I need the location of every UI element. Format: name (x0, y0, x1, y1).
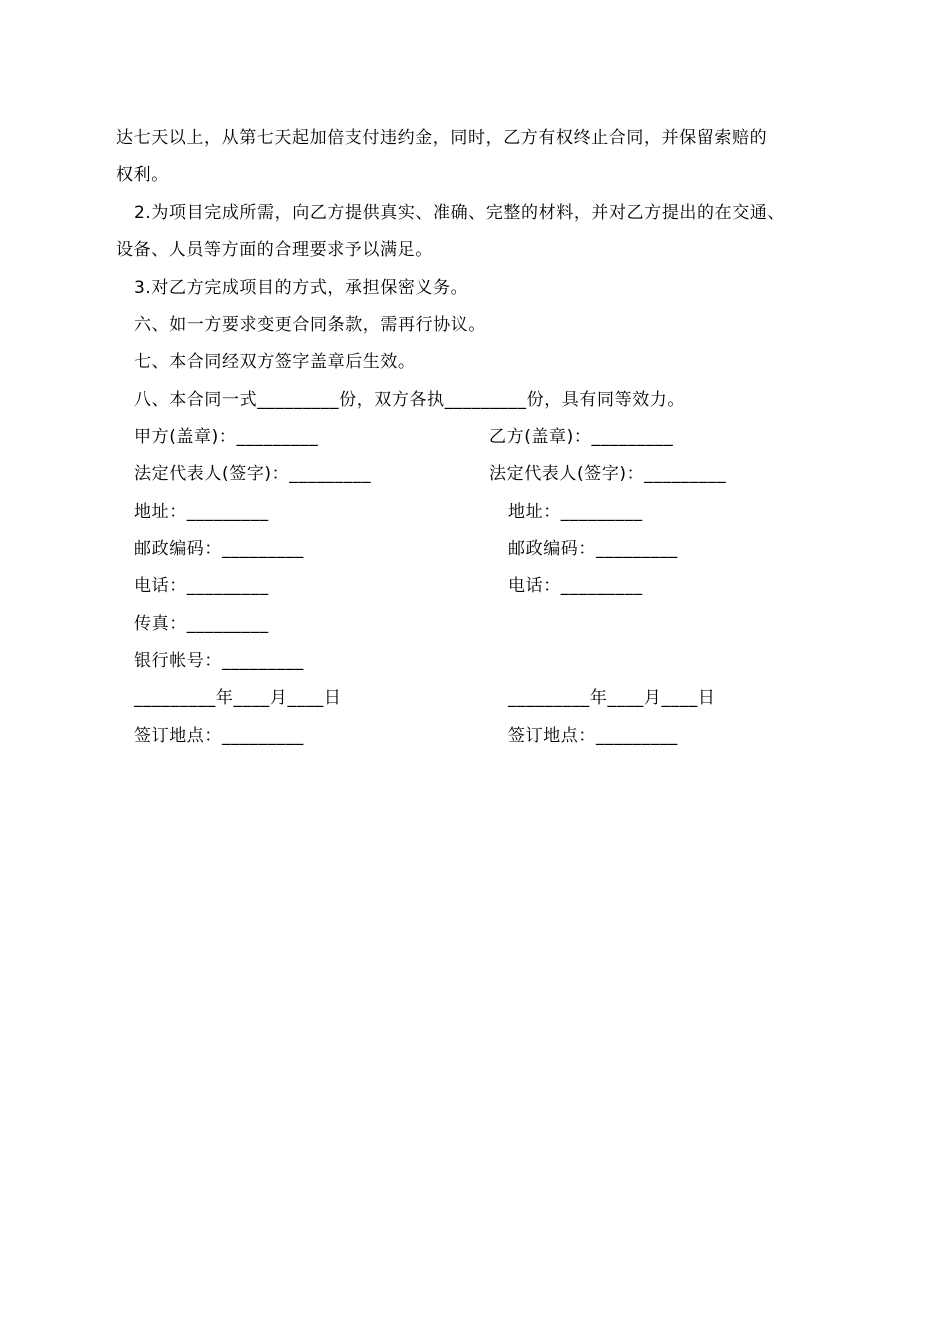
party-a-representative: 法定代表人(签字)：_________ (134, 464, 372, 484)
party-b-date: _________年____月____日 (508, 688, 716, 708)
party-b-representative: 法定代表人(签字)：_________ (489, 464, 727, 484)
party-b-seal: 乙方(盖章)：_________ (489, 427, 674, 447)
article-6: 六、如一方要求变更合同条款，需再行协议。 (134, 315, 486, 335)
clause-2: 2.为项目完成所需，向乙方提供真实、准确、完整的材料，并对乙方提出的在交通、 (134, 203, 786, 223)
party-a-date: _________年____月____日 (134, 688, 342, 708)
article-7: 七、本合同经双方签字盖章后生效。 (134, 352, 416, 372)
party-b-place: 签订地点：_________ (508, 726, 678, 746)
clause-3: 3.对乙方完成项目的方式，承担保密义务。 (134, 278, 469, 298)
party-a-postcode: 邮政编码：_________ (134, 539, 304, 559)
party-a-place: 签订地点：_________ (134, 726, 304, 746)
party-b-postcode: 邮政编码：_________ (508, 539, 678, 559)
paragraph-penalty-continued: 达七天以上，从第七天起加倍支付违约金，同时，乙方有权终止合同，并保留索赔的 (116, 128, 768, 148)
party-a-fax: 传真：_________ (134, 614, 269, 634)
paragraph-penalty-end: 权利。 (116, 165, 169, 185)
party-a-address: 地址：_________ (134, 502, 269, 522)
clause-2-continued: 设备、人员等方面的合理要求予以满足。 (116, 240, 433, 260)
party-b-address: 地址：_________ (508, 502, 643, 522)
party-a-seal: 甲方(盖章)：_________ (134, 427, 319, 447)
party-b-phone: 电话：_________ (508, 576, 643, 596)
party-a-phone: 电话：_________ (134, 576, 269, 596)
article-8: 八、本合同一式_________份，双方各执_________份，具有同等效力。 (134, 390, 685, 410)
party-a-bank-account: 银行帐号：_________ (134, 651, 304, 671)
